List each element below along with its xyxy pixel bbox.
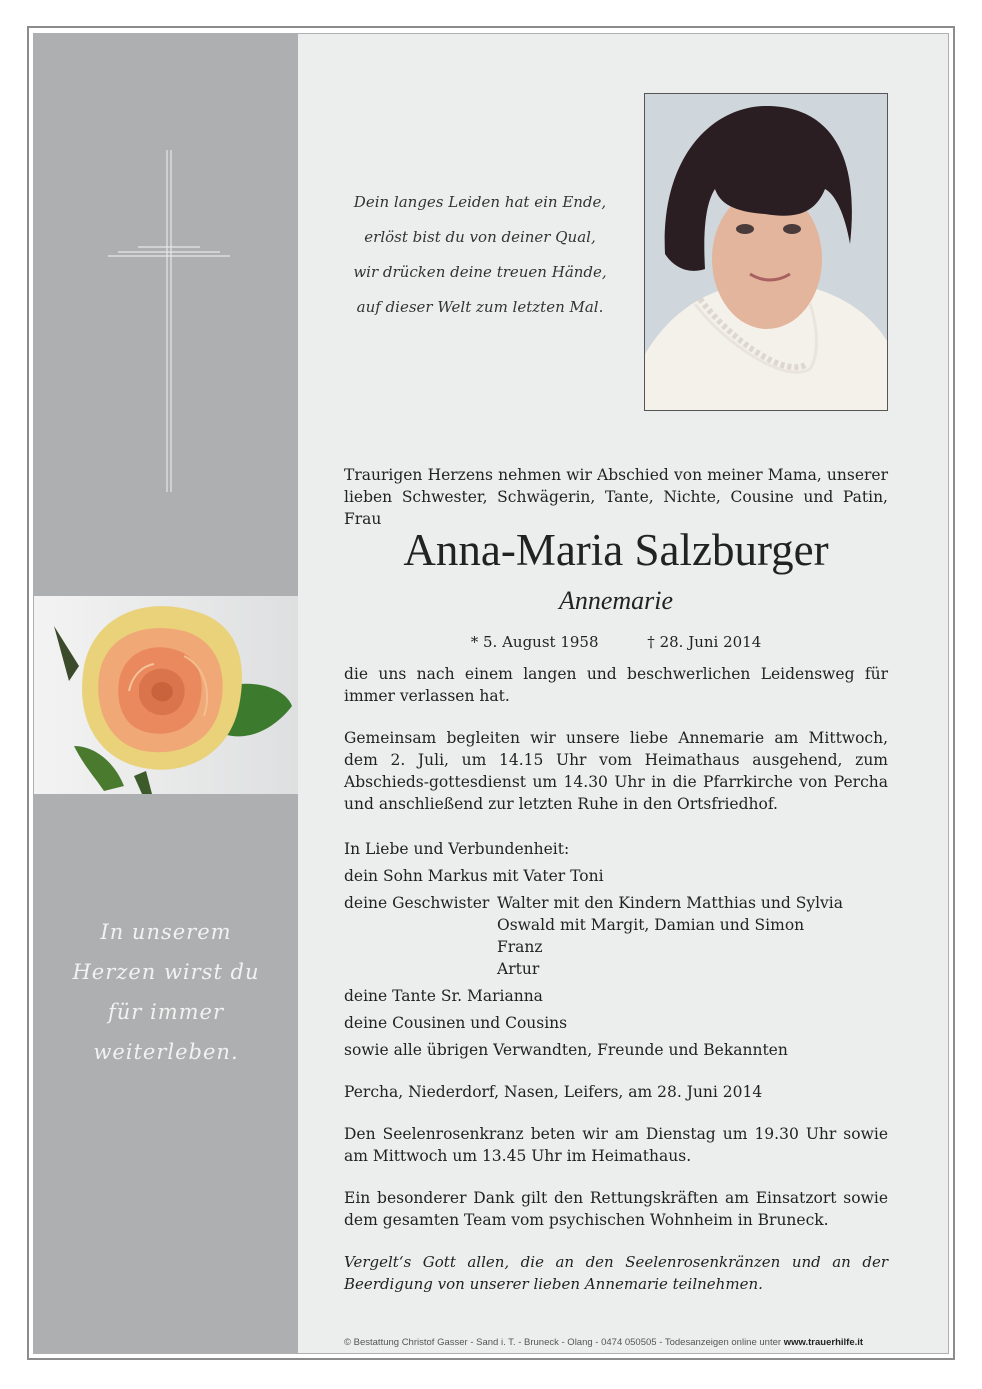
rose-icon bbox=[34, 596, 298, 794]
life-dates bbox=[344, 631, 888, 653]
left-poem-line: für immer bbox=[107, 1000, 225, 1024]
paragraph-3: Den Seelenrosenkranz beten wir am Dienstag um 19.30 Uhr sowie am Mittwoch um 13.45 Uhr im Heimathaus. bbox=[344, 1125, 888, 1165]
portrait-icon bbox=[645, 94, 888, 411]
left-poem-line: Herzen wirst du bbox=[72, 960, 260, 984]
intro-text: Traurigen Herzens nehmen wir Abschied von meiner Mama, unserer lieben Schwester, Schwägerin, Tante, Nichte, Cousine und Patin, Frau bbox=[344, 466, 888, 528]
sibling-entry: Oswald mit Margit, Damian und Simon bbox=[497, 916, 805, 934]
left-poem-line: weiterleben. bbox=[93, 1040, 239, 1064]
paragraph-1: die uns nach einem langen und beschwerlichen Leidensweg für immer verlassen hat. bbox=[344, 665, 888, 705]
verse-line: wir drücken deine treuen Hände, bbox=[353, 263, 607, 281]
left-poem-line: In unserem bbox=[100, 920, 232, 944]
paragraph-5: Vergelt‘s Gott allen, die an den Seelenrosenkränzen und an der Beerdigung von unserer lieben Annemarie teilnehmen. bbox=[344, 1253, 888, 1293]
footer-website-link[interactable]: www.trauerhilfe.it bbox=[783, 1337, 864, 1348]
mourner-others: sowie alle übrigen Verwandten, Freunde und Bekannten bbox=[344, 1041, 788, 1059]
siblings-names bbox=[497, 892, 843, 980]
death-date: † 28. Juni 2014 bbox=[647, 633, 762, 651]
sibling-entry: Franz bbox=[497, 938, 543, 956]
verse-line: erlöst bist du von deiner Qual, bbox=[364, 228, 596, 246]
left-poem bbox=[34, 912, 298, 1072]
cross-icon bbox=[108, 150, 230, 492]
footer bbox=[344, 1337, 938, 1348]
mourner-siblings bbox=[344, 892, 888, 980]
mourners-list bbox=[344, 838, 888, 1066]
mourners-heading: In Liebe und Verbundenheit: bbox=[344, 840, 570, 858]
deceased-name: Anna-Maria Salzburger bbox=[403, 525, 829, 575]
verse-line: Dein langes Leiden hat ein Ende, bbox=[353, 193, 607, 211]
portrait-photo bbox=[644, 93, 888, 411]
rose-image bbox=[34, 596, 298, 794]
footer-text: © Bestattung Christof Gasser - Sand i. T. - Bruneck - Olang - 0474 050505 - Todesanzeigen online unter bbox=[344, 1337, 782, 1348]
sibling-entry: Walter mit den Kindern Matthias und Sylvia bbox=[497, 894, 844, 912]
sibling-entry: Artur bbox=[497, 960, 540, 978]
verse bbox=[330, 185, 630, 325]
mourner-cousins: deine Cousinen und Cousins bbox=[344, 1014, 568, 1032]
birth-date: * 5. August 1958 bbox=[470, 633, 599, 651]
paragraph-4: Ein besonderer Dank gilt den Rettungskräften am Einsatzort sowie dem gesamten Team vom psychischen Wohnheim in Bruneck. bbox=[344, 1189, 888, 1229]
mourner-son: dein Sohn Markus mit Vater Toni bbox=[344, 867, 604, 885]
siblings-label: deine Geschwister bbox=[344, 894, 490, 912]
verse-line: auf dieser Welt zum letzten Mal. bbox=[356, 298, 604, 316]
mourner-aunt: deine Tante Sr. Marianna bbox=[344, 987, 543, 1005]
place-date: Percha, Niederdorf, Nasen, Leifers, am 28. Juni 2014 bbox=[344, 1083, 763, 1101]
nickname: Annemarie bbox=[558, 586, 674, 615]
paragraph-2: Gemeinsam begleiten wir unsere liebe Annemarie am Mittwoch, dem 2. Juli, um 14.15 Uhr vom Heimathaus ausgehend, zum Abschieds-gottesdienst um 14.30 Uhr in die Pfarrkirche von Percha und anschließend zur letzten Ruhe in den Ortsfriedhof. bbox=[344, 729, 888, 813]
